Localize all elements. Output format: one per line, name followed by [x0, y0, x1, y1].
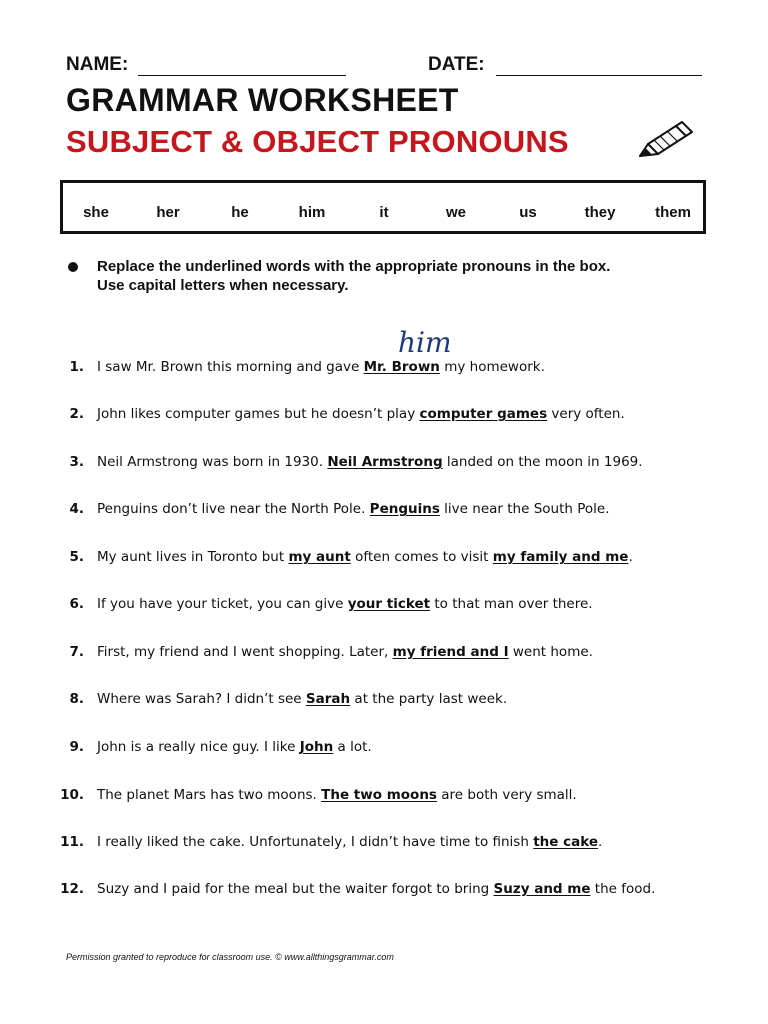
underlined-phrase: my family and me	[492, 549, 629, 565]
name-label: NAME:	[66, 54, 129, 75]
exercise-item	[60, 881, 760, 905]
underlined-phrase: Neil Armstrong	[327, 454, 443, 470]
item-sentence: John is a really nice guy. I like John a lot.	[97, 739, 372, 755]
underlined-phrase: the cake	[533, 834, 599, 850]
word-him: him	[298, 204, 326, 221]
item-number: 3.	[69, 454, 84, 470]
date-field-line[interactable]	[496, 75, 702, 76]
pronoun-word-box	[60, 180, 706, 234]
item-sentence: John likes computer games but he doesn’t play computer games very often.	[97, 406, 625, 422]
item-sentence: The planet Mars has two moons. The two moons are both very small.	[97, 787, 577, 803]
item-number: 8.	[69, 691, 84, 707]
item-number: 1.	[69, 359, 84, 375]
item-number: 12.	[60, 881, 84, 897]
item-number: 2.	[69, 406, 84, 422]
item-number: 10.	[60, 787, 84, 803]
footer-permission: Permission granted to reproduce for classroom use. © www.allthingsgrammar.com	[66, 952, 394, 962]
item-sentence: Neil Armstrong was born in 1930. Neil Armstrong landed on the moon in 1969.	[97, 454, 643, 470]
item-sentence: Penguins don’t live near the North Pole. Penguins live near the South Pole.	[97, 501, 610, 517]
word-they: they	[584, 204, 616, 221]
underlined-phrase: The two moons	[321, 787, 437, 803]
item-sentence: Where was Sarah? I didn’t see Sarah at the party last week.	[97, 691, 508, 707]
word-her: her	[156, 204, 180, 221]
word-them: them	[655, 204, 691, 221]
exercise-item	[60, 834, 760, 858]
underlined-phrase: computer games	[419, 406, 548, 422]
exercise-item	[60, 406, 760, 430]
page-title: GRAMMAR WORKSHEET	[66, 82, 459, 118]
word-he: he	[231, 204, 249, 221]
exercise-item	[60, 454, 760, 478]
item-sentence: I really liked the cake. Unfortunately, I didn’t have time to finish the cake.	[97, 834, 603, 850]
underlined-phrase: your ticket	[347, 596, 431, 612]
handwritten-answer: him	[398, 326, 452, 359]
exercise-item	[60, 596, 760, 620]
item-number: 7.	[69, 644, 84, 660]
item-sentence: I saw Mr. Brown this morning and gave Mr. Brown my homework.	[97, 359, 545, 375]
item-number: 4.	[69, 501, 84, 517]
item-number: 5.	[69, 549, 84, 565]
instruction-line-2: Use capital letters when necessary.	[97, 277, 349, 294]
page-subtitle: SUBJECT & OBJECT PRONOUNS	[66, 124, 569, 159]
header-row	[66, 54, 706, 80]
underlined-phrase: my aunt	[288, 549, 351, 565]
underlined-phrase: John	[299, 739, 334, 755]
bullet-icon	[68, 262, 78, 272]
item-number: 11.	[60, 834, 84, 850]
exercise-item	[60, 501, 760, 525]
word-it: it	[379, 204, 389, 221]
item-sentence: Suzy and I paid for the meal but the waiter forgot to bring Suzy and me the food.	[97, 881, 656, 897]
exercise-item	[60, 644, 760, 668]
date-label: DATE:	[428, 54, 485, 75]
name-field-line[interactable]	[138, 75, 346, 76]
item-sentence: If you have your ticket, you can give your ticket to that man over there.	[97, 596, 593, 612]
word-we: we	[445, 204, 467, 221]
item-number: 6.	[69, 596, 84, 612]
item-number: 9.	[69, 739, 84, 755]
exercise-item	[60, 691, 760, 715]
exercise-item	[60, 739, 760, 763]
exercise-item	[60, 787, 760, 811]
underlined-phrase: Suzy and me	[493, 881, 591, 897]
underlined-phrase: my friend and I	[392, 644, 509, 660]
instruction-line-1: Replace the underlined words with the appropriate pronouns in the box.	[97, 258, 611, 275]
exercise-item	[60, 359, 760, 383]
word-us: us	[519, 204, 537, 221]
word-she: she	[83, 204, 109, 221]
underlined-phrase: Mr. Brown	[363, 359, 440, 375]
underlined-phrase: Sarah	[305, 691, 351, 707]
item-sentence: My aunt lives in Toronto but my aunt often comes to visit my family and me.	[97, 549, 633, 565]
exercise-item	[60, 549, 760, 573]
underlined-phrase: Penguins	[369, 501, 440, 517]
item-sentence: First, my friend and I went shopping. Later, my friend and I went home.	[97, 644, 593, 660]
pencil-icon	[634, 116, 698, 164]
